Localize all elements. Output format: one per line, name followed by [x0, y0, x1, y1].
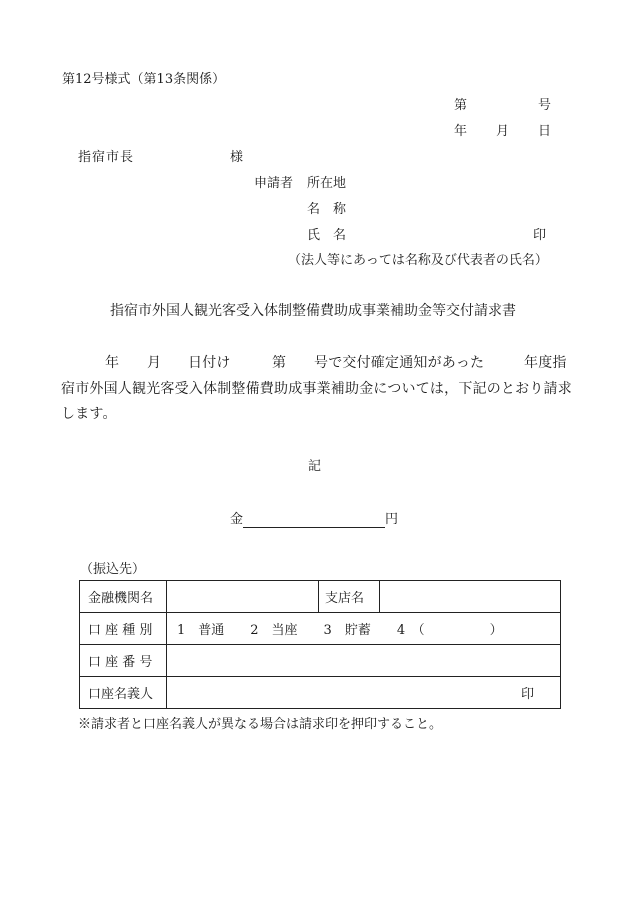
- applicant-label: 申請者: [254, 176, 294, 191]
- amount-kin: 金: [230, 512, 244, 527]
- table-row: [80, 581, 561, 613]
- holder-seal: 印: [520, 687, 534, 702]
- table-row: [80, 613, 561, 645]
- type-options-cell: 1 普通 2 当座 3 貯蓄 4 （ ）: [167, 613, 561, 645]
- body-line-3: します。: [61, 406, 117, 422]
- org-name-label: 名 称: [307, 202, 347, 217]
- branch-value-cell: [380, 581, 561, 613]
- table-row: [80, 645, 561, 677]
- type-label-cell: 口 座 種 別: [80, 613, 167, 645]
- doc-number-dai: 第: [454, 98, 468, 113]
- body-line-2: 宿市外国人観光客受入体制整備費助成事業補助金については，下記のとおり請求: [61, 381, 572, 397]
- document-title: 指宿市外国人観光客受入体制整備費助成事業補助金等交付請求書: [110, 303, 516, 319]
- number-label-cell: 口 座 番 号: [80, 645, 167, 677]
- bank-table: [79, 580, 561, 709]
- body-dated: 日付け: [188, 355, 231, 371]
- date-day: 日: [538, 124, 552, 139]
- body-year: 年: [105, 355, 120, 371]
- amount-blank: [243, 512, 385, 528]
- institution-value-cell: [167, 581, 319, 613]
- body-notice-text: 号で交付確定通知があった: [314, 355, 485, 371]
- address-label: 所在地: [307, 176, 347, 191]
- number-value-cell: [167, 645, 561, 677]
- body-dai: 第: [272, 355, 287, 371]
- applicant-seal: 印: [533, 228, 547, 243]
- body-month: 月: [147, 355, 162, 371]
- institution-label-cell: 金融機関名: [80, 581, 167, 613]
- doc-number-go: 号: [538, 98, 552, 113]
- holder-value-cell: [167, 677, 561, 709]
- addressee-sama: 様: [230, 150, 244, 165]
- ki-heading: 記: [308, 459, 322, 474]
- form-number: 第12号様式（第13条関係）: [62, 72, 226, 87]
- bank-heading: （振込先）: [80, 562, 146, 577]
- addressee-name: 指宿市長: [78, 150, 135, 165]
- amount-en: 円: [385, 512, 399, 527]
- body-fiscal-year: 年度指: [524, 355, 567, 371]
- person-name-label: 氏 名: [307, 228, 347, 243]
- applicant-note: （法人等にあっては名称及び代表者の氏名）: [288, 253, 548, 268]
- branch-label-cell: 支店名: [319, 581, 380, 613]
- holder-label-cell: 口座名義人: [80, 677, 167, 709]
- table-row: [80, 677, 561, 709]
- footnote: ※請求者と口座名義人が異なる場合は請求印を押印すること。: [78, 717, 443, 732]
- date-month: 月: [496, 124, 510, 139]
- amount-line: [230, 512, 398, 528]
- date-year: 年: [454, 124, 468, 139]
